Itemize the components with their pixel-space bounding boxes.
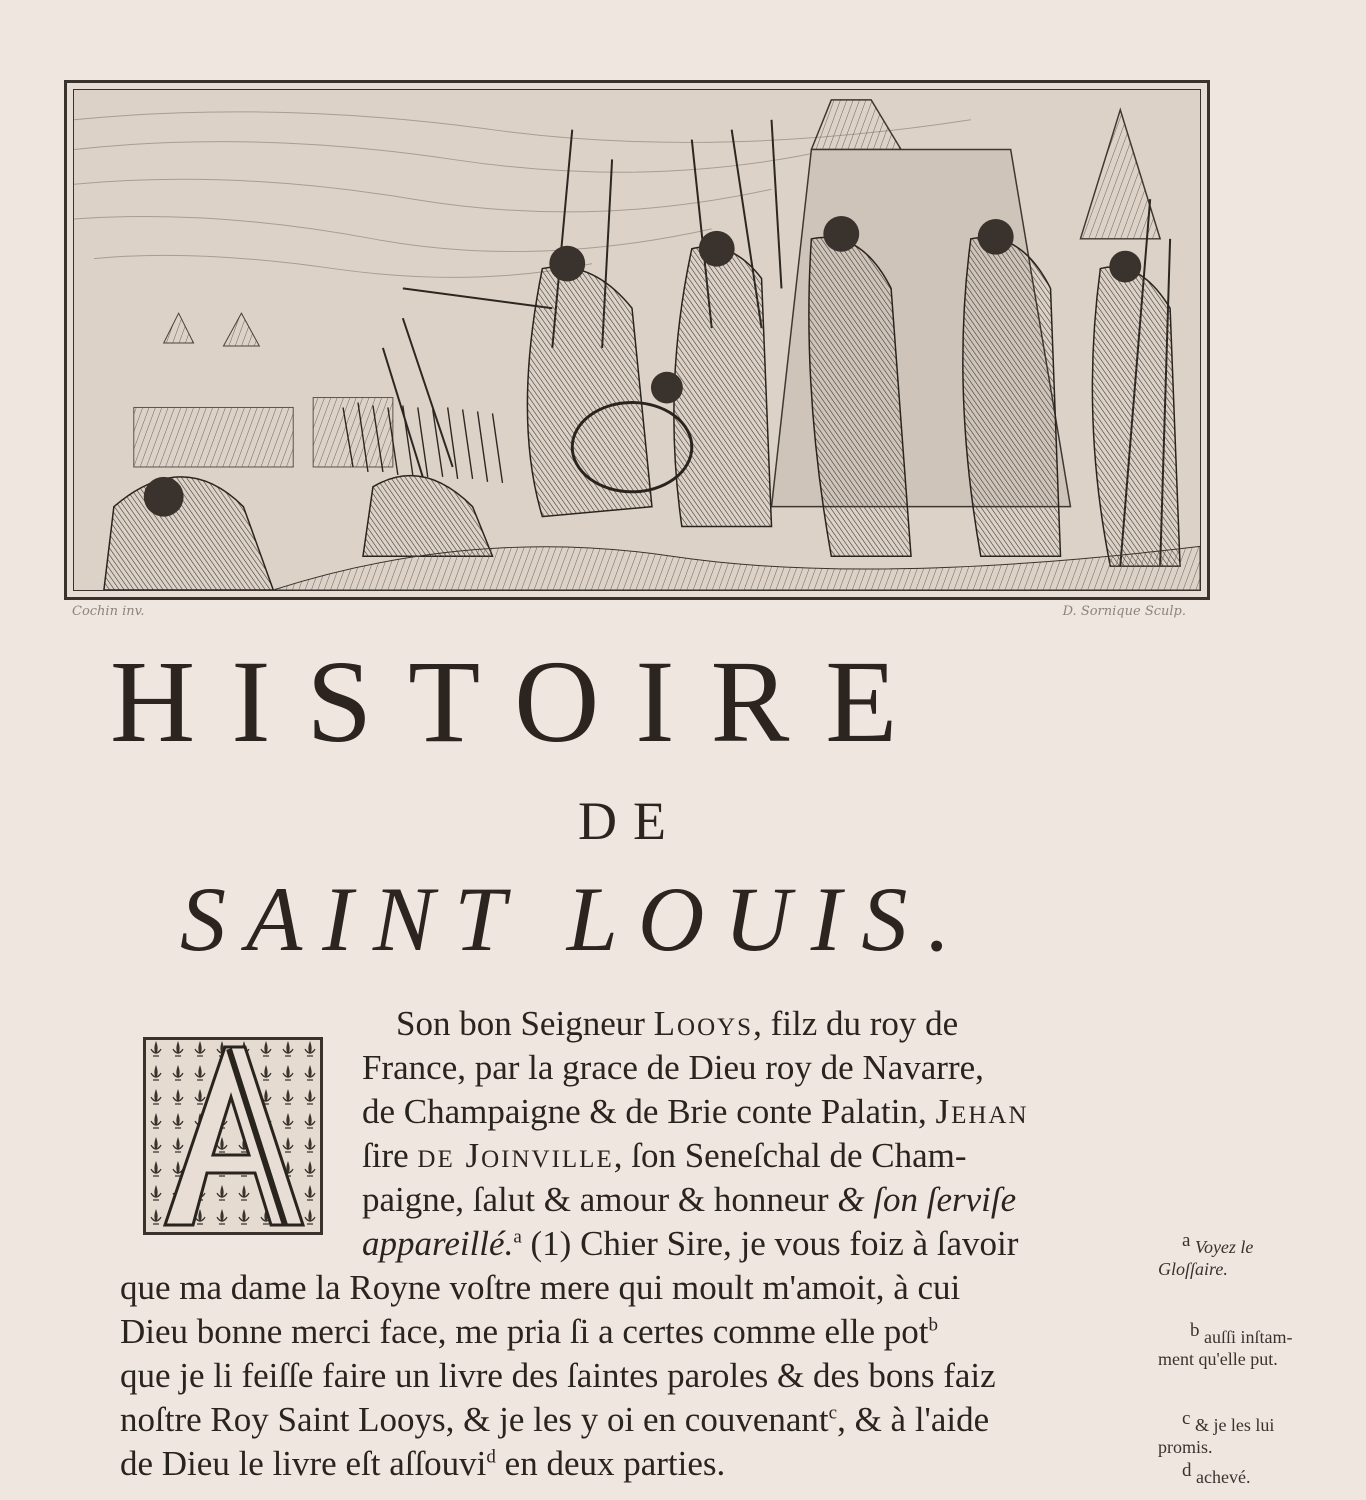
body-line-2: France, par la grace de Dieu roy de Navarre, — [362, 1048, 984, 1087]
marginal-note-d: $^d$ achevé. — [1182, 1460, 1251, 1487]
marginal-note-c: $^c$ & je les lui promis. — [1158, 1408, 1275, 1457]
title-saint-louis: SAINT LOUIS. — [180, 868, 971, 970]
body-text-bottom — [120, 1266, 996, 1486]
body-line-10: noſtre Roy Saint Looys, & je les y oi en couvenant$^c$, & à l'aide — [120, 1400, 990, 1439]
marginal-note-b: $^b$ auſſi inſtam- ment qu'elle put. — [1158, 1320, 1293, 1369]
body-line-4: ſire de Joinville, ſon Seneſchal de Cham- — [362, 1136, 967, 1175]
engraving-credit-designer: Cochin inv. — [72, 604, 145, 619]
body-line-8: Dieu bonne merci face, me pria ſi a certes comme elle pot$^b$ — [120, 1312, 939, 1351]
body-line-11: de Dieu le livre eſt aſſouvi$^d$ en deux parties. — [120, 1444, 726, 1483]
fleur-de-lis-initial-icon — [145, 1039, 321, 1233]
body-line-3: de Champaigne & de Brie conte Palatin, Jehan — [362, 1092, 1029, 1131]
ornamental-initial — [143, 1037, 323, 1235]
body-line-6: appareillé.$^a$ (1) Chier Sire, je vous foiz à ſavoir — [362, 1224, 1019, 1263]
frontispiece-engraving — [64, 80, 1210, 600]
body-text-top — [362, 1002, 1029, 1266]
engraving-illustration — [74, 90, 1200, 590]
body-line-5: paigne, ſalut & amour & honneur & ſon ſerviſe — [362, 1180, 1017, 1219]
body-line-1: Son bon Seigneur Looys, filz du roy de — [396, 1004, 959, 1043]
title-histoire: HISTOIRE — [110, 636, 934, 767]
engraving-credit-engraver: D. Sornique Sculp. — [1062, 604, 1186, 619]
marginal-note-a: $^a$ Voyez le Gloſſaire. — [1158, 1230, 1254, 1279]
title-de: DE — [578, 791, 682, 851]
body-line-7: que ma dame la Royne voſtre mere qui moult m'amoit, à cui — [120, 1268, 961, 1307]
body-line-9: que je li feiſſe faire un livre des ſaintes paroles & des bons faiz — [120, 1356, 996, 1395]
